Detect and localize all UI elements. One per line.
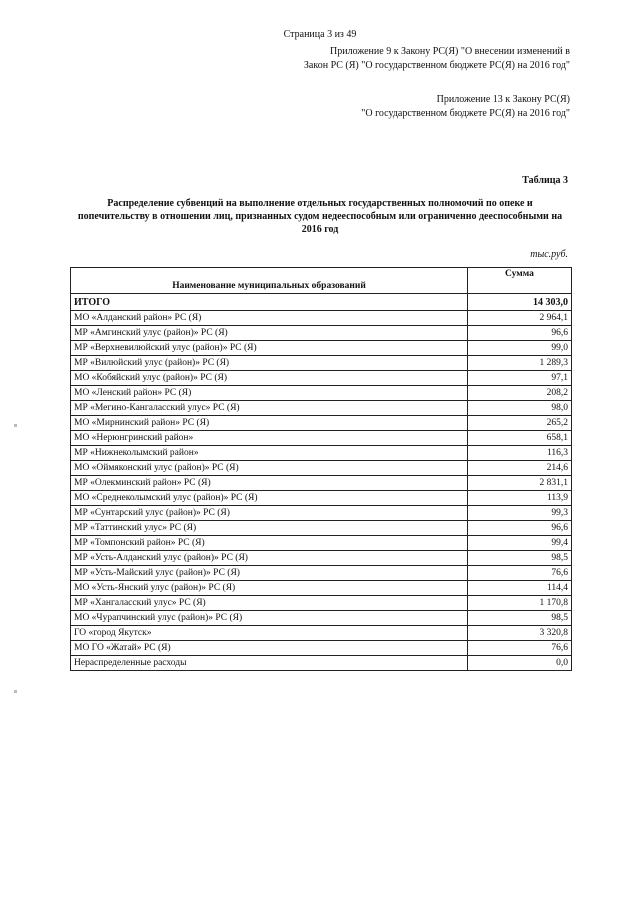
table-row (71, 341, 572, 356)
table-row (71, 476, 572, 491)
municipality-name: МО «Ленский район» РС (Я) (71, 386, 468, 401)
document-title (60, 197, 580, 236)
municipality-name: МР «Усть-Алданский улус (район)» РС (Я) (71, 551, 468, 566)
municipality-name: ГО «город Якутск» (71, 626, 468, 641)
column-header-name: Наименование муниципальных образований (71, 268, 468, 294)
municipality-name: МО «Среднеколымский улус (район)» РС (Я) (71, 491, 468, 506)
table-row (71, 596, 572, 611)
subsidy-amount: 3 320,8 (468, 626, 572, 641)
municipality-name: МО «Нерюнгринский район» (71, 431, 468, 446)
table-row (71, 581, 572, 596)
subsidy-amount: 99,0 (468, 341, 572, 356)
appendix-note-2-line-2: "О государственном бюджете РС(Я) на 2016 год" (361, 108, 570, 119)
subsidy-amount: 96,6 (468, 521, 572, 536)
municipality-name: МО «Мирнинский район» РС (Я) (71, 416, 468, 431)
municipality-name: МР «Сунтарский улус (район)» РС (Я) (71, 506, 468, 521)
units-label: тыс.руб. (530, 249, 568, 260)
subsidy-amount: 2 964,1 (468, 311, 572, 326)
total-value: 14 303,0 (468, 294, 572, 311)
subsidy-amount: 98,5 (468, 611, 572, 626)
page-number: Страница 3 из 49 (283, 29, 357, 40)
subsidy-amount: 99,4 (468, 536, 572, 551)
title-line-2: попечительству в отношении лиц, признанных судом недееспособным или ограниченно дееспособными на (77, 211, 563, 222)
subsidy-amount: 2 831,1 (468, 476, 572, 491)
subsidy-amount: 116,3 (468, 446, 572, 461)
municipality-name: Нераспределенные расходы (71, 656, 468, 671)
municipality-name: МР «Амгинский улус (район)» РС (Я) (71, 326, 468, 341)
subsidy-amount: 208,2 (468, 386, 572, 401)
subsidy-amount: 265,2 (468, 416, 572, 431)
table-row (71, 551, 572, 566)
appendix-note-1-line-1: Приложение 9 к Закону РС(Я) "О внесении изменений в (330, 46, 570, 57)
municipality-name: МР «Нижнеколымский район» (71, 446, 468, 461)
title-line-3: 2016 год (301, 224, 339, 235)
municipality-name: МО «Кобяйский улус (район)» РС (Я) (71, 371, 468, 386)
municipality-name: МР «Мегино-Кангаласский улус» РС (Я) (71, 401, 468, 416)
table-row (71, 371, 572, 386)
table-row (71, 641, 572, 656)
municipality-name: МО «Чурапчинский улус (район)» РС (Я) (71, 611, 468, 626)
municipality-name: МО ГО «Жатай» РС (Я) (71, 641, 468, 656)
appendix-note-1-line-2: Закон РС (Я) "О государственном бюджете РС(Я) на 2016 год" (303, 60, 570, 71)
municipality-name: МО «Усть-Янский улус (район)» РС (Я) (71, 581, 468, 596)
table-row (71, 536, 572, 551)
subsidy-amount: 98,0 (468, 401, 572, 416)
subsidy-amount: 1 170,8 (468, 596, 572, 611)
column-header-sum: Сумма (468, 268, 572, 294)
table-row (71, 566, 572, 581)
table-row (71, 521, 572, 536)
table-row (71, 446, 572, 461)
subsidy-table (70, 267, 572, 671)
municipality-name: МР «Томпонский район» РС (Я) (71, 536, 468, 551)
municipality-name: МР «Верхневилюйский улус (район)» РС (Я) (71, 341, 468, 356)
subsidy-amount: 114,4 (468, 581, 572, 596)
subsidy-amount: 76,6 (468, 566, 572, 581)
table-row (71, 401, 572, 416)
table-row (71, 326, 572, 341)
table-row (71, 506, 572, 521)
subsidy-amount: 0,0 (468, 656, 572, 671)
subsidy-amount: 658,1 (468, 431, 572, 446)
title-line-1: Распределение субвенций на выполнение отдельных государственных полномочий по опеке и (107, 198, 533, 209)
subsidy-amount: 76,6 (468, 641, 572, 656)
appendix-note-2 (361, 93, 570, 121)
subsidy-amount: 214,6 (468, 461, 572, 476)
table-row (71, 356, 572, 371)
municipality-name: МР «Олекминский район» РС (Я) (71, 476, 468, 491)
municipality-name: МО «Оймяконский улус (район)» РС (Я) (71, 461, 468, 476)
scan-mark (14, 424, 17, 427)
subsidy-amount: 1 289,3 (468, 356, 572, 371)
appendix-note-1 (304, 45, 570, 73)
subsidy-amount: 99,3 (468, 506, 572, 521)
subsidy-amount: 96,6 (468, 326, 572, 341)
municipality-name: МР «Вилюйский улус (район)» РС (Я) (71, 356, 468, 371)
table-row (71, 656, 572, 671)
subsidy-amount: 113,9 (468, 491, 572, 506)
table-header-row (71, 268, 572, 294)
table-row (71, 386, 572, 401)
subsidy-amount: 97,1 (468, 371, 572, 386)
municipality-name: МР «Таттинский улус» РС (Я) (71, 521, 468, 536)
table-row (71, 431, 572, 446)
scan-mark (14, 690, 17, 693)
total-label: ИТОГО (71, 294, 468, 311)
table-row (71, 311, 572, 326)
appendix-note-2-line-1: Приложение 13 к Закону РС(Я) (436, 94, 570, 105)
total-row (71, 294, 572, 311)
table-row (71, 461, 572, 476)
municipality-name: МР «Усть-Майский улус (район)» РС (Я) (71, 566, 468, 581)
municipality-name: МО «Алданский район» РС (Я) (71, 311, 468, 326)
table-row (71, 416, 572, 431)
table-row (71, 491, 572, 506)
municipality-name: МР «Хангаласский улус» РС (Я) (71, 596, 468, 611)
table-row (71, 626, 572, 641)
table-number: Таблица 3 (522, 175, 568, 186)
table-row (71, 611, 572, 626)
subsidy-amount: 98,5 (468, 551, 572, 566)
